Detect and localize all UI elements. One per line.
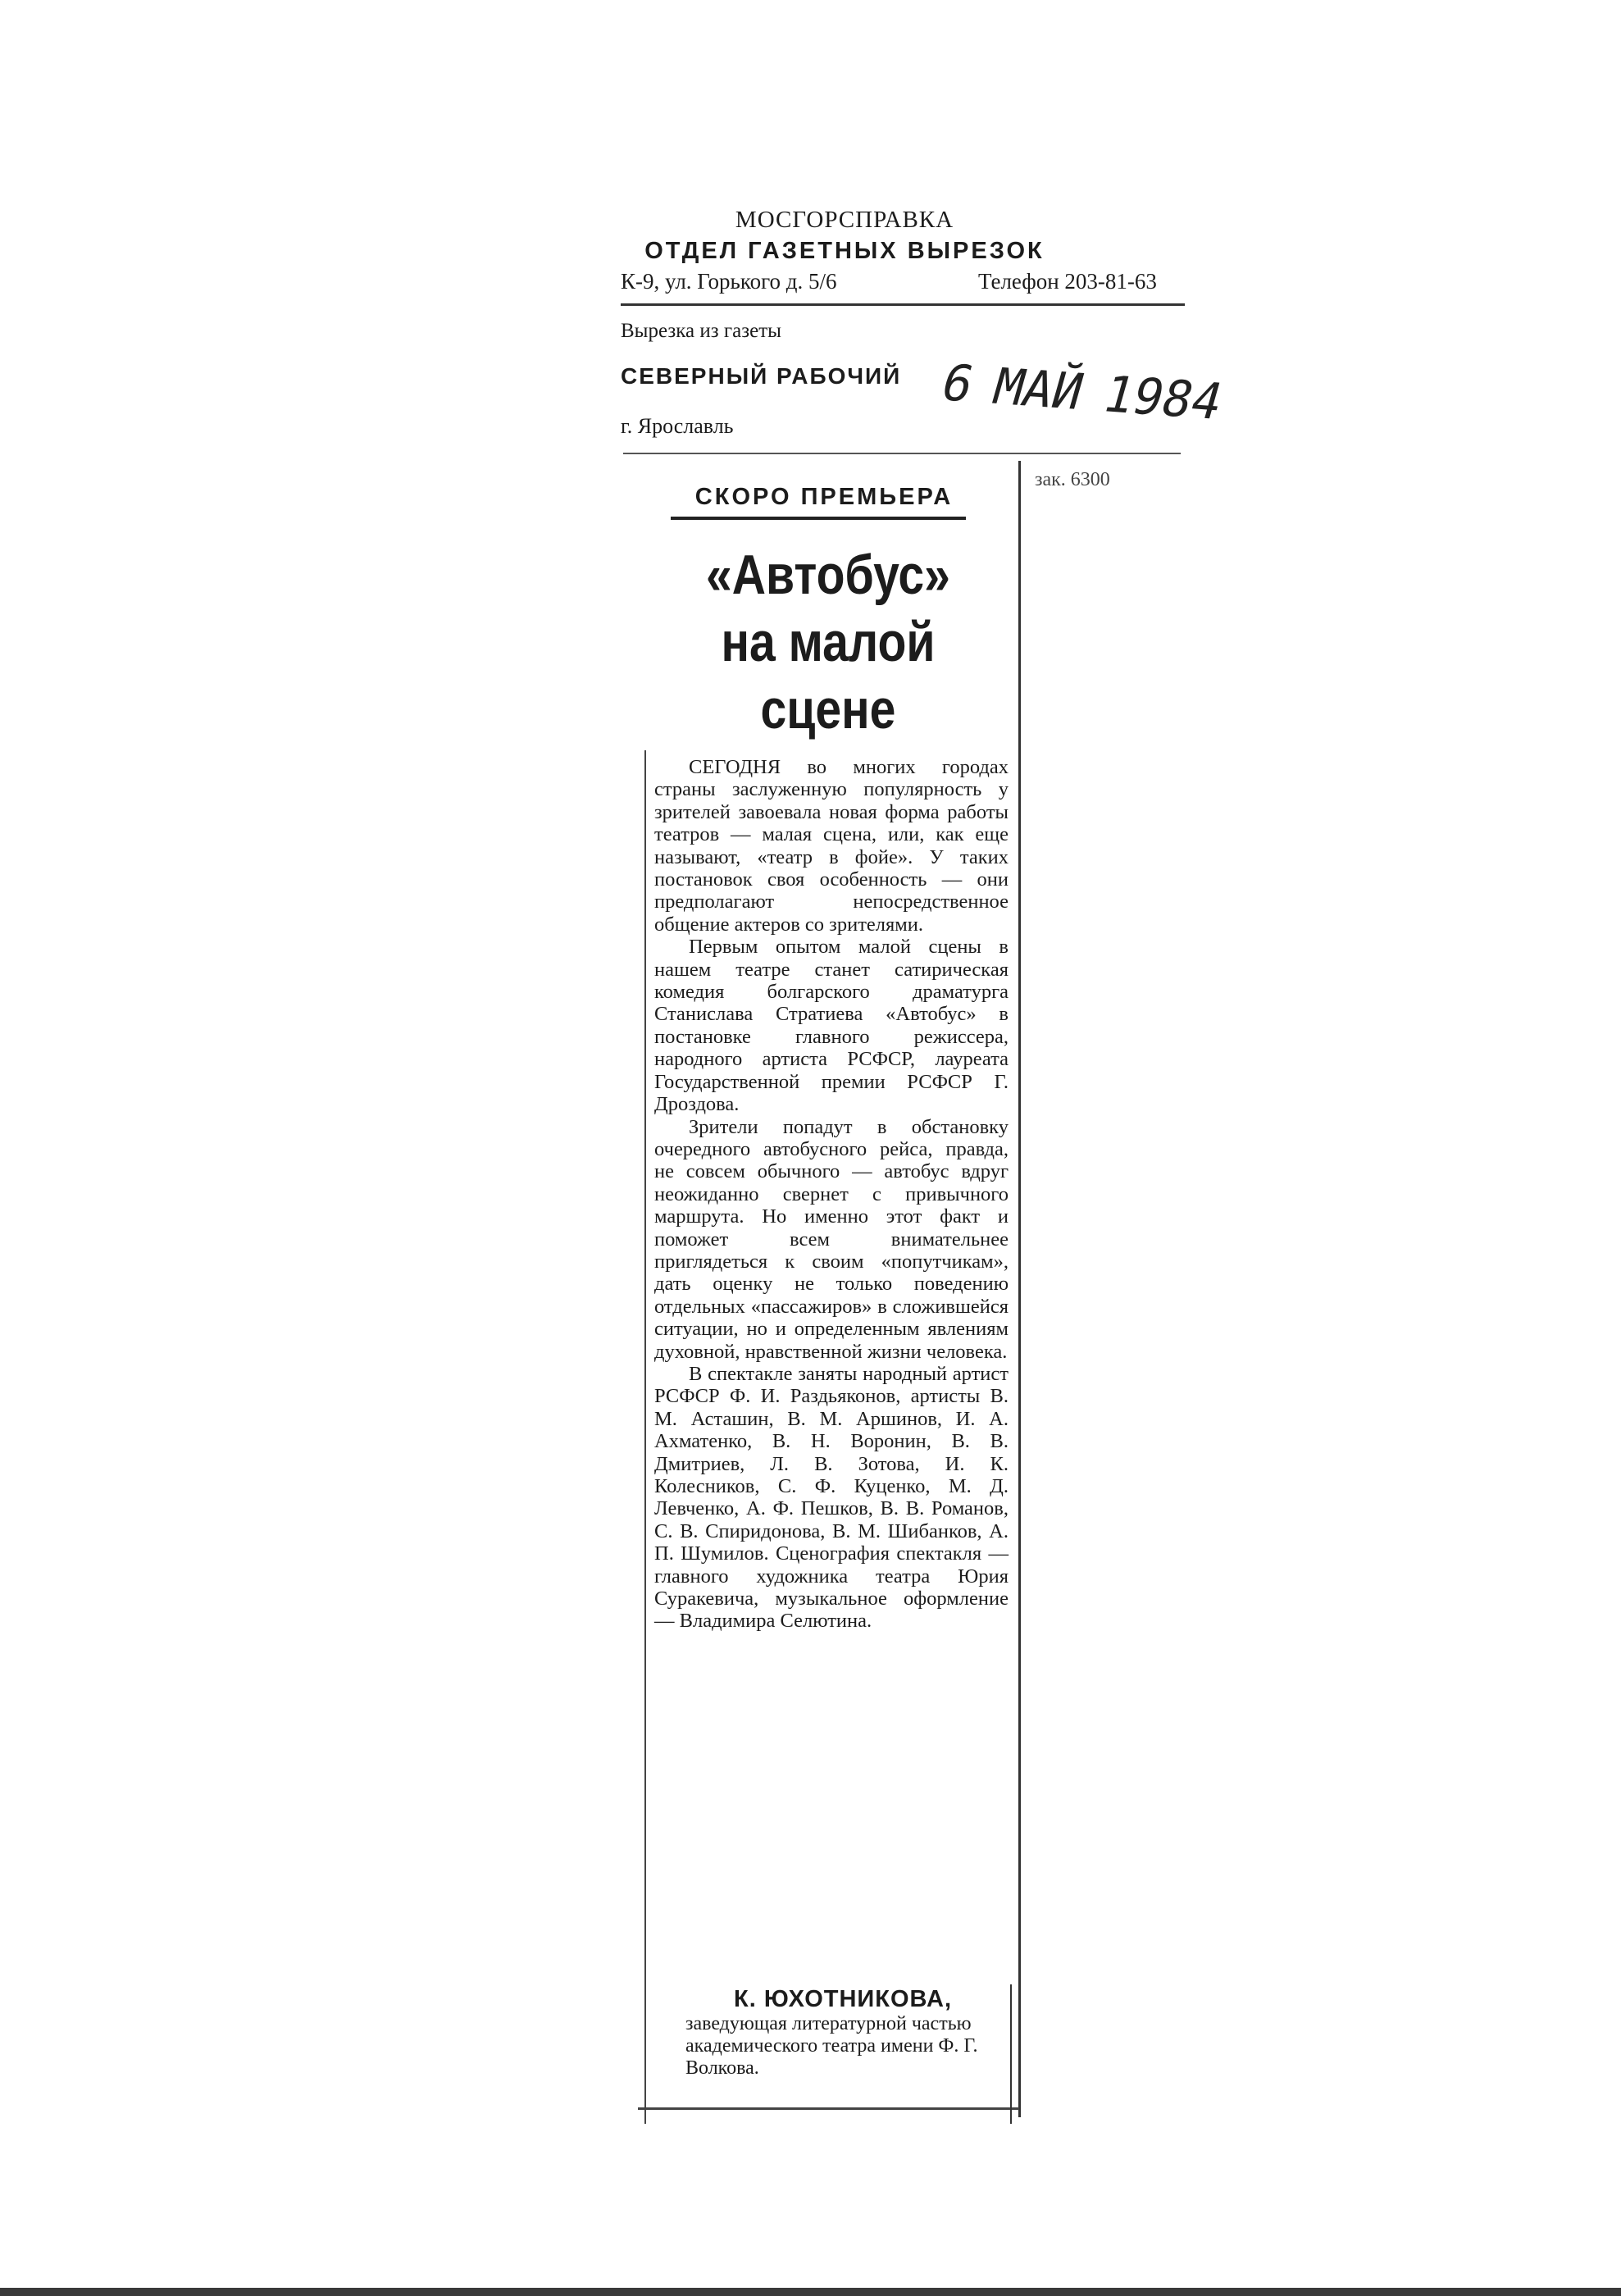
newspaper-name: СЕВЕРНЫЙ РАБОЧИЙ	[621, 363, 902, 389]
article-paragraph: В спектакле заняты народный артист РСФСР Ф. И. Раздьяконов, артисты В. М. Асташин, В. М. Аршинов, И. А. Ахматенко, В. Н. Воронин, В. В. Дмитриев, Л. В. Зотова, И. К. Колесников, С. Ф. Куценко, М. Д. Левченко, А. Ф. Пешков, В. В. Романов, С. В. Спиридонова, В. М. Шибанков, А. П. Шумилов. Сценография спектакля — главного художника театра Юрия Суракевича, музыкальное оформление — Владимира Селютина.	[654, 1362, 1009, 1633]
agency-phone: Телефон 203-81-63	[978, 269, 1157, 294]
article-headline	[676, 541, 980, 743]
newspaper-city: г. Ярославль	[621, 414, 734, 438]
department-name: ОТДЕЛ ГАЗЕТНЫХ ВЫРЕЗОК	[644, 238, 1045, 264]
article-body	[654, 756, 1009, 1633]
date-stamp-day: 6	[935, 354, 981, 414]
clipping-bottom-edge	[638, 2107, 1019, 2110]
circulation-number: зак. 6300	[1035, 469, 1110, 490]
headline-line: на малой	[721, 611, 936, 673]
headline-line: сцене	[760, 678, 896, 740]
rubric-underline	[671, 517, 966, 520]
clipping-right-edge	[1018, 461, 1021, 2117]
date-stamp-month: МАЙ	[986, 358, 1091, 421]
source-rule	[623, 453, 1181, 454]
article-paragraph: Зрители попадут в обстановку очередного автобусного рейса, правда, не совсем обычного — автобус вдруг неожиданно свернет с привычного маршрута. Но именно этот факт и поможет всем внимательнее приглядеться к своим «попутчикам», дать оценку не только поведению отдельных «пассажиров» в сложившейся ситуации, но и определенным явлениям духовной, нравственной жизни человека.	[654, 1115, 1009, 1363]
header-rule	[621, 303, 1185, 306]
date-stamp	[935, 354, 1251, 433]
source-label: Вырезка из газеты	[621, 320, 781, 342]
author-divider	[1010, 1984, 1012, 2124]
clipping-left-edge	[644, 750, 646, 2124]
author-name: К. ЮХОТНИКОВА,	[734, 1986, 953, 2012]
scan-bottom-edge	[0, 2288, 1621, 2296]
agency-address: К-9, ул. Горького д. 5/6	[621, 269, 837, 294]
headline-line: «Автобус»	[706, 544, 950, 606]
agency-name: МОСГОРСПРАВКА	[735, 207, 954, 233]
author-role: заведующая литературной частью академического театра имени Ф. Г. Волкова.	[685, 2013, 978, 2079]
article-paragraph: СЕГОДНЯ во многих городах страны заслуженную популярность у зрителей завоевала новая форма работы театров — малая сцена, или, как еще называют, «театр в фойе». У таких постановок своя особенность — они предполагают непосредственное общение актеров со зрителями.	[654, 756, 1009, 936]
article-rubric: СКОРО ПРЕМЬЕРА	[694, 484, 954, 510]
article-paragraph: Первым опытом малой сцены в нашем театре станет сатирическая комедия болгарского драматурга Станислава Стратиева «Автобус» в постановке главного режиссера, народного артиста РСФСР, лауреата Государственной премии РСФСР Г. Дроздова.	[654, 936, 1009, 1116]
date-stamp-year: 1984	[1096, 365, 1230, 431]
